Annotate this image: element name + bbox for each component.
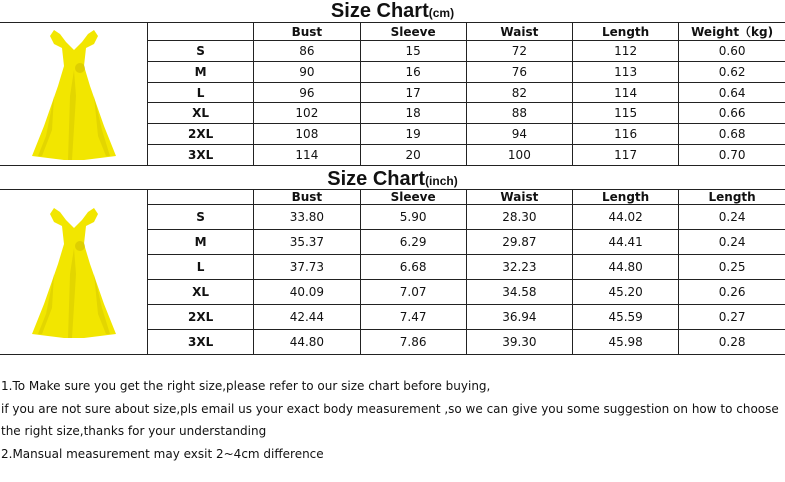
header-cell — [148, 23, 254, 41]
table-row — [148, 145, 785, 166]
table-cell: 33.80 — [254, 205, 360, 230]
table-cell: 17 — [360, 82, 466, 103]
table-cell: 96 — [254, 82, 360, 103]
table-cell: 36.94 — [466, 305, 572, 330]
table-header-row — [148, 23, 785, 41]
table-cell: 5.90 — [360, 205, 466, 230]
table-cell: 7.47 — [360, 305, 466, 330]
table-cell: 86 — [254, 41, 360, 62]
table-row — [148, 330, 785, 355]
header-cell: Weight（kg) — [679, 23, 785, 41]
table-cell: 116 — [573, 124, 679, 145]
table-cell: 0.70 — [679, 145, 785, 166]
table-cell: 7.07 — [360, 280, 466, 305]
table-row — [148, 255, 785, 280]
table-row — [148, 230, 785, 255]
size-chart-inch — [0, 189, 785, 355]
header-cell: Bust — [254, 190, 360, 205]
note-line: 1.To Make sure you get the right size,please refer to our size chart before buying, — [1, 379, 491, 393]
yellow-dress-image — [24, 202, 124, 342]
table-cell: 32.23 — [466, 255, 572, 280]
table-cell: 44.80 — [573, 255, 679, 280]
table-cell: 28.30 — [466, 205, 572, 230]
table-cell: 6.68 — [360, 255, 466, 280]
table-row — [148, 103, 785, 124]
table-cell: 18 — [360, 103, 466, 124]
table-row — [148, 41, 785, 62]
table-cell: 45.98 — [573, 330, 679, 355]
table-cell: 44.02 — [573, 205, 679, 230]
table-cell: 0.25 — [679, 255, 785, 280]
size-label: XL — [148, 103, 254, 124]
table-row — [148, 61, 785, 82]
table-cell: 20 — [360, 145, 466, 166]
size-label: XL — [148, 280, 254, 305]
size-table-inch — [147, 189, 785, 355]
size-notes — [1, 375, 785, 466]
table-cell: 0.66 — [679, 103, 785, 124]
size-chart-inch-unit: (inch) — [425, 174, 458, 188]
header-cell: Waist — [466, 190, 572, 205]
table-cell: 108 — [254, 124, 360, 145]
size-label: S — [148, 41, 254, 62]
table-row — [148, 124, 785, 145]
note-line: 2.Mansual measurement may exsit 2~4cm difference — [1, 447, 324, 462]
size-chart-cm-title-text: Size Chart — [330, 0, 429, 22]
table-cell: 112 — [573, 41, 679, 62]
size-label: S — [148, 205, 254, 230]
table-cell: 40.09 — [254, 280, 360, 305]
table-cell: 82 — [466, 82, 572, 103]
size-table-cm — [147, 22, 785, 166]
table-cell: 0.28 — [679, 330, 785, 355]
table-cell: 35.37 — [254, 230, 360, 255]
table-cell: 37.73 — [254, 255, 360, 280]
table-cell: 115 — [573, 103, 679, 124]
header-cell: Bust — [254, 23, 360, 41]
table-cell: 114 — [254, 145, 360, 166]
table-header-row — [148, 190, 785, 205]
size-label: 2XL — [148, 124, 254, 145]
table-cell: 45.20 — [573, 280, 679, 305]
table-row — [148, 205, 785, 230]
size-label: 3XL — [148, 145, 254, 166]
table-cell: 72 — [466, 41, 572, 62]
size-label: 2XL — [148, 305, 254, 330]
table-cell: 94 — [466, 124, 572, 145]
header-cell: Sleeve — [360, 23, 466, 41]
table-cell: 0.64 — [679, 82, 785, 103]
table-cell: 100 — [466, 145, 572, 166]
header-cell: Waist — [466, 23, 572, 41]
table-row — [148, 82, 785, 103]
size-chart-cm-title — [0, 0, 785, 24]
table-cell: 44.41 — [573, 230, 679, 255]
table-cell: 0.24 — [679, 205, 785, 230]
note-line: if you are not sure about size,pls email us your exact body measurement ,so we can give you some suggestion on how to choose — [1, 401, 779, 416]
table-cell: 102 — [254, 103, 360, 124]
size-chart-cm-unit: (cm) — [428, 6, 455, 20]
table-cell: 0.68 — [679, 124, 785, 145]
size-label: L — [148, 82, 254, 103]
table-cell: 45.59 — [573, 305, 679, 330]
header-cell: Length — [679, 190, 785, 205]
table-cell: 113 — [573, 61, 679, 82]
table-cell: 42.44 — [254, 305, 360, 330]
header-cell — [148, 190, 254, 205]
dress-image-cell — [0, 189, 147, 355]
size-label: M — [148, 230, 254, 255]
table-cell: 39.30 — [466, 330, 572, 355]
size-chart-cm — [0, 22, 785, 166]
table-cell: 76 — [466, 61, 572, 82]
table-cell: 88 — [466, 103, 572, 124]
table-cell: 0.27 — [679, 305, 785, 330]
size-label: 3XL — [148, 330, 254, 355]
table-cell: 0.26 — [679, 280, 785, 305]
table-cell: 0.62 — [679, 61, 785, 82]
table-cell: 7.86 — [360, 330, 466, 355]
size-chart-inch-title-text: Size Chart — [327, 168, 426, 190]
yellow-dress-image — [24, 26, 124, 162]
table-cell: 117 — [573, 145, 679, 166]
header-cell: Length — [573, 23, 679, 41]
size-label: L — [148, 255, 254, 280]
dress-image-cell — [0, 22, 147, 166]
table-cell: 16 — [360, 61, 466, 82]
header-cell: Length — [573, 190, 679, 205]
table-cell: 90 — [254, 61, 360, 82]
table-cell: 29.87 — [466, 230, 572, 255]
table-row — [148, 305, 785, 330]
table-cell: 44.80 — [254, 330, 360, 355]
table-cell: 19 — [360, 124, 466, 145]
table-cell: 0.60 — [679, 41, 785, 62]
table-cell: 15 — [360, 41, 466, 62]
header-cell: Sleeve — [360, 190, 466, 205]
table-cell: 114 — [573, 82, 679, 103]
size-label: M — [148, 61, 254, 82]
note-line: the right size,thanks for your understanding — [1, 424, 267, 439]
table-cell: 0.24 — [679, 230, 785, 255]
table-cell: 6.29 — [360, 230, 466, 255]
table-cell: 34.58 — [466, 280, 572, 305]
table-row — [148, 280, 785, 305]
